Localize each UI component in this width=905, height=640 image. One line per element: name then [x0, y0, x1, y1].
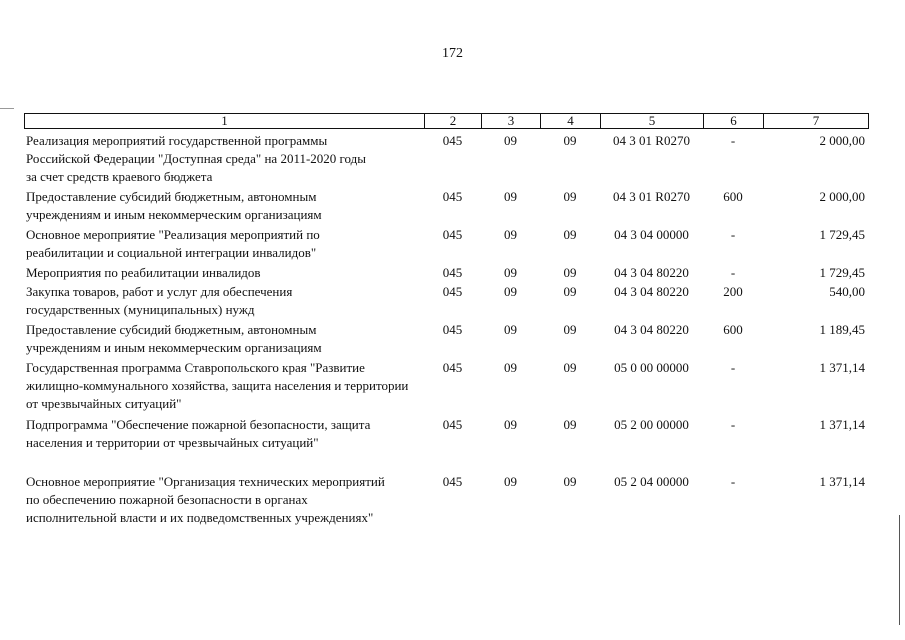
- table-header: [24, 113, 869, 129]
- header-col-5: 5: [601, 114, 704, 128]
- row-section: 09: [504, 284, 517, 299]
- scan-edge-line: [899, 515, 900, 625]
- table-row: [24, 264, 867, 282]
- row-admin-code: 045: [442, 360, 463, 375]
- row-section: 09: [504, 227, 517, 242]
- scan-tick-mark: [0, 108, 14, 109]
- row-subsection: 09: [563, 133, 577, 148]
- header-col-1: 1: [25, 114, 425, 128]
- table-row: [24, 188, 867, 224]
- row-target-code: 04 3 04 80220: [614, 322, 689, 337]
- row-admin-code: 045: [442, 227, 463, 242]
- row-section: 09: [504, 189, 517, 204]
- row-target-code: 04 3 01 R0270: [613, 189, 690, 204]
- row-sum: 1 189,45: [819, 322, 865, 337]
- header-col-4: 4: [541, 114, 601, 128]
- row-section: 09: [504, 360, 517, 375]
- table-row: [24, 359, 867, 413]
- row-expense-type: 600: [723, 322, 743, 337]
- table-row: [24, 283, 867, 319]
- row-admin-code: 045: [442, 133, 463, 148]
- row-target-code: 05 2 00 00000: [614, 417, 689, 432]
- row-sum: 540,00: [829, 284, 865, 299]
- row-expense-type: 200: [723, 284, 743, 299]
- row-target-code: 05 0 00 00000: [614, 360, 689, 375]
- row-admin-code: 045: [442, 284, 463, 299]
- row-subsection: 09: [563, 360, 577, 375]
- header-col-6: 6: [704, 114, 764, 128]
- row-name: Закупка товаров, работ и услуг для обеспечения государственных (муниципальных) нужд: [26, 284, 293, 317]
- row-target-code: 04 3 01 R0270: [613, 133, 690, 148]
- row-sum: 2 000,00: [819, 189, 865, 204]
- header-col-7: 7: [812, 113, 820, 128]
- row-admin-code: 045: [442, 322, 463, 337]
- row-name: Предоставление субсидий бюджетным, автономным учреждениям и иным некоммерческим организациям: [26, 189, 322, 222]
- row-expense-type: -: [730, 265, 736, 280]
- row-section: 09: [504, 322, 517, 337]
- row-subsection: 09: [563, 474, 577, 489]
- header-col-3: 3: [482, 114, 541, 128]
- row-section: 09: [504, 474, 517, 489]
- table-row: [24, 473, 867, 527]
- row-sum: 1 371,14: [819, 474, 865, 489]
- row-admin-code: 045: [442, 265, 463, 280]
- row-target-code: 04 3 04 80220: [614, 284, 689, 299]
- table-row: [24, 416, 867, 452]
- row-expense-type: -: [730, 417, 736, 432]
- row-expense-type: -: [730, 360, 736, 375]
- table-row: [24, 321, 867, 357]
- row-expense-type: -: [730, 133, 736, 148]
- row-subsection: 09: [563, 417, 577, 432]
- row-admin-code: 045: [442, 474, 463, 489]
- row-section: 09: [504, 265, 517, 280]
- row-target-code: 04 3 04 00000: [614, 227, 689, 242]
- row-subsection: 09: [563, 322, 577, 337]
- row-sum: 1 729,45: [819, 227, 865, 242]
- row-subsection: 09: [563, 284, 577, 299]
- row-expense-type: -: [730, 474, 736, 489]
- row-expense-type: -: [730, 227, 736, 242]
- row-name: Основное мероприятие "Реализация мероприятий по реабилитации и социальной интеграции инвалидов": [26, 227, 320, 260]
- row-section: 09: [504, 133, 517, 148]
- row-subsection: 09: [563, 189, 577, 204]
- row-sum: 1 729,45: [819, 265, 865, 280]
- header-col-2: 2: [425, 114, 482, 128]
- table-row: [24, 226, 867, 262]
- row-target-code: 05 2 04 00000: [614, 474, 689, 489]
- row-target-code: 04 3 04 80220: [614, 265, 689, 280]
- row-admin-code: 045: [442, 189, 463, 204]
- row-admin-code: 045: [442, 417, 463, 432]
- row-subsection: 09: [563, 265, 577, 280]
- row-name: Государственная программа Ставропольского края "Развитие жилищно-коммунального хозяйства, защита населения и территории от чрезвычайных ситуаций": [26, 360, 409, 411]
- row-name: Основное мероприятие "Организация технических мероприятий по обеспечению пожарной безопасности в органах исполнительной власти и их подведомственных учреждениях": [26, 474, 385, 525]
- row-sum: 1 371,14: [819, 417, 865, 432]
- row-subsection: 09: [563, 227, 577, 242]
- row-section: 09: [504, 417, 517, 432]
- row-expense-type: 600: [723, 189, 743, 204]
- row-name: Мероприятия по реабилитации инвалидов: [26, 265, 261, 280]
- table-row: [24, 132, 867, 186]
- row-name: Реализация мероприятий государственной программы Российской Федерации "Доступная среда" на 2011-2020 годы за счет средств краевого бюджета: [26, 133, 367, 184]
- row-name: Подпрограмма "Обеспечение пожарной безопасности, защита населения и территории от чрезвычайных ситуаций": [26, 417, 371, 450]
- row-sum: 2 000,00: [819, 133, 865, 148]
- row-sum: 1 371,14: [819, 360, 865, 375]
- page-number: 172: [442, 46, 463, 61]
- row-name: Предоставление субсидий бюджетным, автономным учреждениям и иным некоммерческим организациям: [26, 322, 322, 355]
